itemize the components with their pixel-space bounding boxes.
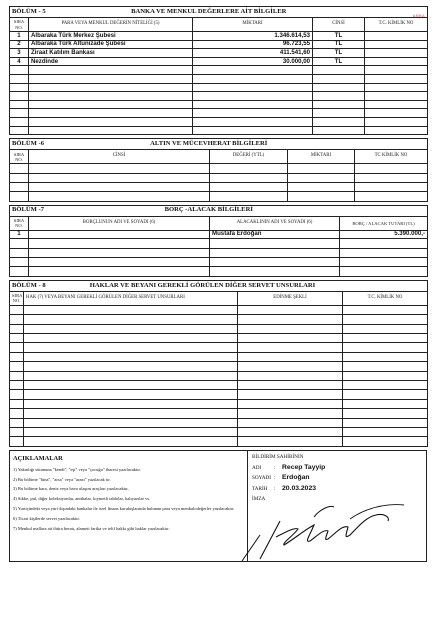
amount: 30.000,00 bbox=[193, 57, 313, 66]
explanation-item: 7) Menkul mallara ait ihtira beratı, alameti farika ve telif hakkı gibi haklar yazılacaktır. bbox=[13, 525, 170, 531]
table-row bbox=[10, 32, 428, 41]
col-value: DEĞERİ (YTL) bbox=[210, 150, 288, 164]
row-number: 4 bbox=[10, 57, 29, 66]
empty-row bbox=[10, 239, 428, 248]
empty-row bbox=[10, 83, 428, 92]
date-label: TARİH bbox=[252, 485, 268, 492]
section-title: BANKA VE MENKUL DEĞERLERE AİT BİLGİLER bbox=[29, 7, 428, 18]
bank-name: Albaraka Türk Altunizade Şubesi bbox=[29, 40, 193, 49]
row-number: 1 bbox=[10, 32, 29, 41]
col-amount: MİKTARI bbox=[288, 150, 355, 164]
explanations-title: AÇIKLAMALAR bbox=[13, 454, 63, 462]
watermark-logo: ANKA bbox=[412, 13, 425, 18]
bank-name: Albaraka Türk Merkez Şubesi bbox=[29, 32, 193, 41]
empty-row bbox=[10, 182, 428, 191]
date-row: TARİH : 20.03.2023 bbox=[252, 484, 317, 492]
currency: TL bbox=[313, 40, 365, 49]
empty-row bbox=[10, 343, 428, 352]
bank-name: Ziraat Katılım Bankası bbox=[29, 49, 193, 58]
name-value: Recep Tayyip bbox=[282, 463, 326, 471]
debt-credit-table bbox=[9, 205, 428, 277]
col-amount: MİKTARI bbox=[193, 18, 313, 32]
signature-label: İMZA bbox=[252, 496, 266, 503]
col-tc: T.C. KİMLİK NO bbox=[365, 18, 428, 32]
table-row bbox=[10, 57, 428, 66]
footer-panel bbox=[9, 450, 427, 562]
row-number: 3 bbox=[10, 49, 29, 58]
tc-cell bbox=[365, 40, 428, 49]
amount: 96.723,55 bbox=[193, 40, 313, 49]
col-debtor: BORÇLUNUN ADI VE SOYADI (6) bbox=[29, 216, 210, 230]
debt-total: 5.390.000,- bbox=[340, 230, 428, 239]
empty-row bbox=[10, 164, 428, 173]
empty-row bbox=[10, 390, 428, 399]
empty-row bbox=[10, 74, 428, 83]
date-value: 20.03.2023 bbox=[282, 484, 317, 492]
tc-cell bbox=[365, 57, 428, 66]
empty-row bbox=[10, 126, 428, 135]
bank-securities-table bbox=[9, 6, 428, 135]
empty-row bbox=[10, 66, 428, 75]
row-number: 1 bbox=[10, 230, 29, 239]
table-row bbox=[10, 230, 428, 239]
empty-row bbox=[10, 92, 428, 101]
empty-row bbox=[10, 362, 428, 371]
explanation-item: 6) Ticari kişilerde servet yazılacaktır. bbox=[13, 515, 80, 521]
currency: TL bbox=[313, 32, 365, 41]
cancel-line bbox=[10, 451, 428, 563]
declaration-form bbox=[9, 6, 427, 562]
creditor-name: Mustafa Erdoğan bbox=[210, 230, 340, 239]
empty-row bbox=[10, 437, 428, 446]
section-title: BORÇ -ALACAK BİLGİLERİ bbox=[29, 205, 428, 216]
surname-label: SOYADI bbox=[252, 475, 272, 482]
empty-row bbox=[10, 324, 428, 333]
surname-row: SOYADI : Erdoğan bbox=[252, 474, 310, 482]
empty-row bbox=[10, 409, 428, 418]
empty-row bbox=[10, 100, 428, 109]
empty-row bbox=[10, 371, 428, 380]
col-sira: SIRA NO. bbox=[10, 150, 29, 164]
col-tc: TC KİMLİK NO bbox=[355, 150, 428, 164]
empty-row bbox=[10, 427, 428, 436]
amount: 411.541,60 bbox=[193, 49, 313, 58]
gold-jewelry-table bbox=[9, 138, 428, 202]
declarant-title: BİLDİRİM SAHİBİNİN bbox=[252, 453, 304, 460]
name-label: ADI bbox=[252, 464, 262, 471]
col-type: CİNSİ bbox=[29, 150, 210, 164]
col-creditor: ALACAKLININ ADI VE SOYADI (6) bbox=[210, 216, 340, 230]
surname-value: Erdoğan bbox=[282, 474, 310, 482]
table-row bbox=[10, 40, 428, 49]
currency: TL bbox=[313, 57, 365, 66]
explanation-item: 4) Sikke, pul, diğer koleksiyonlar, antikalar, kıymetli tablolar, halıyazılar vs. bbox=[13, 496, 151, 502]
explanation-item: 3) Bu bölüme kara, deniz veya hava ulaşım araçları yazılacaktır, bbox=[13, 486, 129, 492]
row-number: 2 bbox=[10, 40, 29, 49]
explanation-item: 2) Bu bölüme "bina", "arsa" veya "arazi" yazılacak tır. bbox=[13, 476, 111, 482]
empty-row bbox=[10, 192, 428, 201]
section-number: BÖLÜM -7 bbox=[10, 205, 29, 216]
currency: TL bbox=[313, 49, 365, 58]
empty-row bbox=[10, 352, 428, 361]
empty-row bbox=[10, 267, 428, 276]
name-row: ADI : Recep Tayyip bbox=[252, 463, 326, 471]
col-tc: T.C. KİMLİK NO bbox=[343, 291, 428, 305]
table-row bbox=[10, 49, 428, 58]
section-title: ALTIN VE MÜCEVHERAT BİLGİLERİ bbox=[29, 139, 428, 150]
empty-row bbox=[10, 305, 428, 314]
section-number: BÖLÜM - 8 HAKLAR VE BEYANI GEREKLİ GÖRÜLEN DİĞER SERVET UNSURLARI bbox=[10, 280, 238, 291]
empty-row bbox=[10, 117, 428, 126]
empty-row bbox=[10, 399, 428, 408]
bank-name: Nezdinde bbox=[29, 57, 193, 66]
empty-row bbox=[10, 248, 428, 257]
empty-row bbox=[10, 418, 428, 427]
tc-cell bbox=[365, 49, 428, 58]
empty-row bbox=[10, 380, 428, 389]
rights-assets-table bbox=[9, 280, 428, 447]
empty-row bbox=[10, 109, 428, 118]
col-items: HAK (7) VEYA BEYANI GEREKLİ GÖRÜLEN DİĞER SERVET UNSURLARI bbox=[24, 291, 238, 305]
empty-row bbox=[10, 258, 428, 267]
col-name: PARA VEYA MENKUL DEĞERİN NİTELİĞİ (5) bbox=[29, 18, 193, 32]
section-number: BÖLÜM - 5 bbox=[10, 7, 29, 18]
col-acquisition: EDİNME ŞEKLİ bbox=[238, 291, 343, 305]
explanation-item: 5) Yurtiçindeki veya yurt dışındaki bankalar ile özel finans kuruluşlarında bulunan para veya menkulodeğerler yazılacaktır. bbox=[13, 505, 235, 511]
debtor-name bbox=[29, 230, 210, 239]
section-title: HAKLAR VE BEYANI GEREKLİ GÖRÜLEN DİĞER SERVET UNSURLARI bbox=[89, 281, 316, 289]
empty-row bbox=[10, 334, 428, 343]
col-sira: SIRA NO. bbox=[10, 291, 24, 305]
tc-cell bbox=[365, 32, 428, 41]
section-number: BÖLÜM -6 bbox=[10, 139, 29, 150]
col-total: BORÇ / ALACAK TUTARI (TL) bbox=[340, 216, 428, 230]
empty-row bbox=[10, 315, 428, 324]
amount: 1.346.614,53 bbox=[193, 32, 313, 41]
col-sira: SIRA NO. bbox=[10, 216, 29, 230]
col-sira: SIRA NO. bbox=[10, 18, 29, 32]
empty-row bbox=[10, 173, 428, 182]
col-type: CİNSİ bbox=[313, 18, 365, 32]
explanation-item: 1) Yakınlığı sütununa "kendi", "eşi" veya "çocuğu" ibaresi yazılacaktır. bbox=[13, 466, 141, 472]
